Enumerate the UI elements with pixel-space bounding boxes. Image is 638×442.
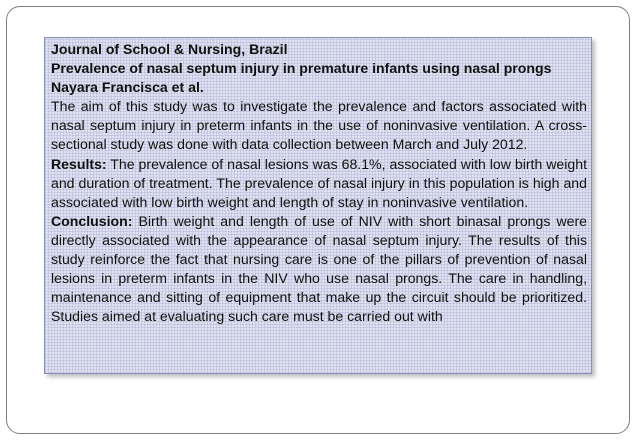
conclusion-paragraph (51, 212, 587, 327)
results-text: The prevalence of nasal lesions was 68.1%, associated with low birth weight and duration of treatment. The prevalence of nasal injury in this population is high and associated with low birth weight and length of stay in noninvasive ventilation. (51, 155, 587, 210)
conclusion-text: Birth weight and length of use of NIV with short binasal prongs were directly associated with the appearance of nasal septum injury. The results of this study reinforce the fact that nursing care is one of the pillars of prevention of nasal lesions in preterm infants in the NIV who use nasal prongs. The care in handling, maintenance and sitting of equipment that make up the circuit should be prioritized. Studies aimed at evaluating such care must be carried out with (51, 212, 587, 325)
authors: Nayara Francisca et al. (51, 79, 204, 96)
abstract-box (44, 37, 592, 374)
results-label: Results: (51, 155, 107, 172)
aim-paragraph: The aim of this study was to investigate the prevalence and factors associated with nasal septum injury in preterm infants in the use of noninvasive ventilation. A cross-sectional study was done with data collection between March and July 2012. (51, 98, 587, 153)
results-paragraph (51, 155, 587, 212)
study-title: Prevalence of nasal septum injury in premature infants using nasal prongs (51, 60, 552, 77)
journal-name: Journal of School & Nursing, Brazil (51, 41, 288, 57)
conclusion-label: Conclusion: (51, 212, 133, 229)
